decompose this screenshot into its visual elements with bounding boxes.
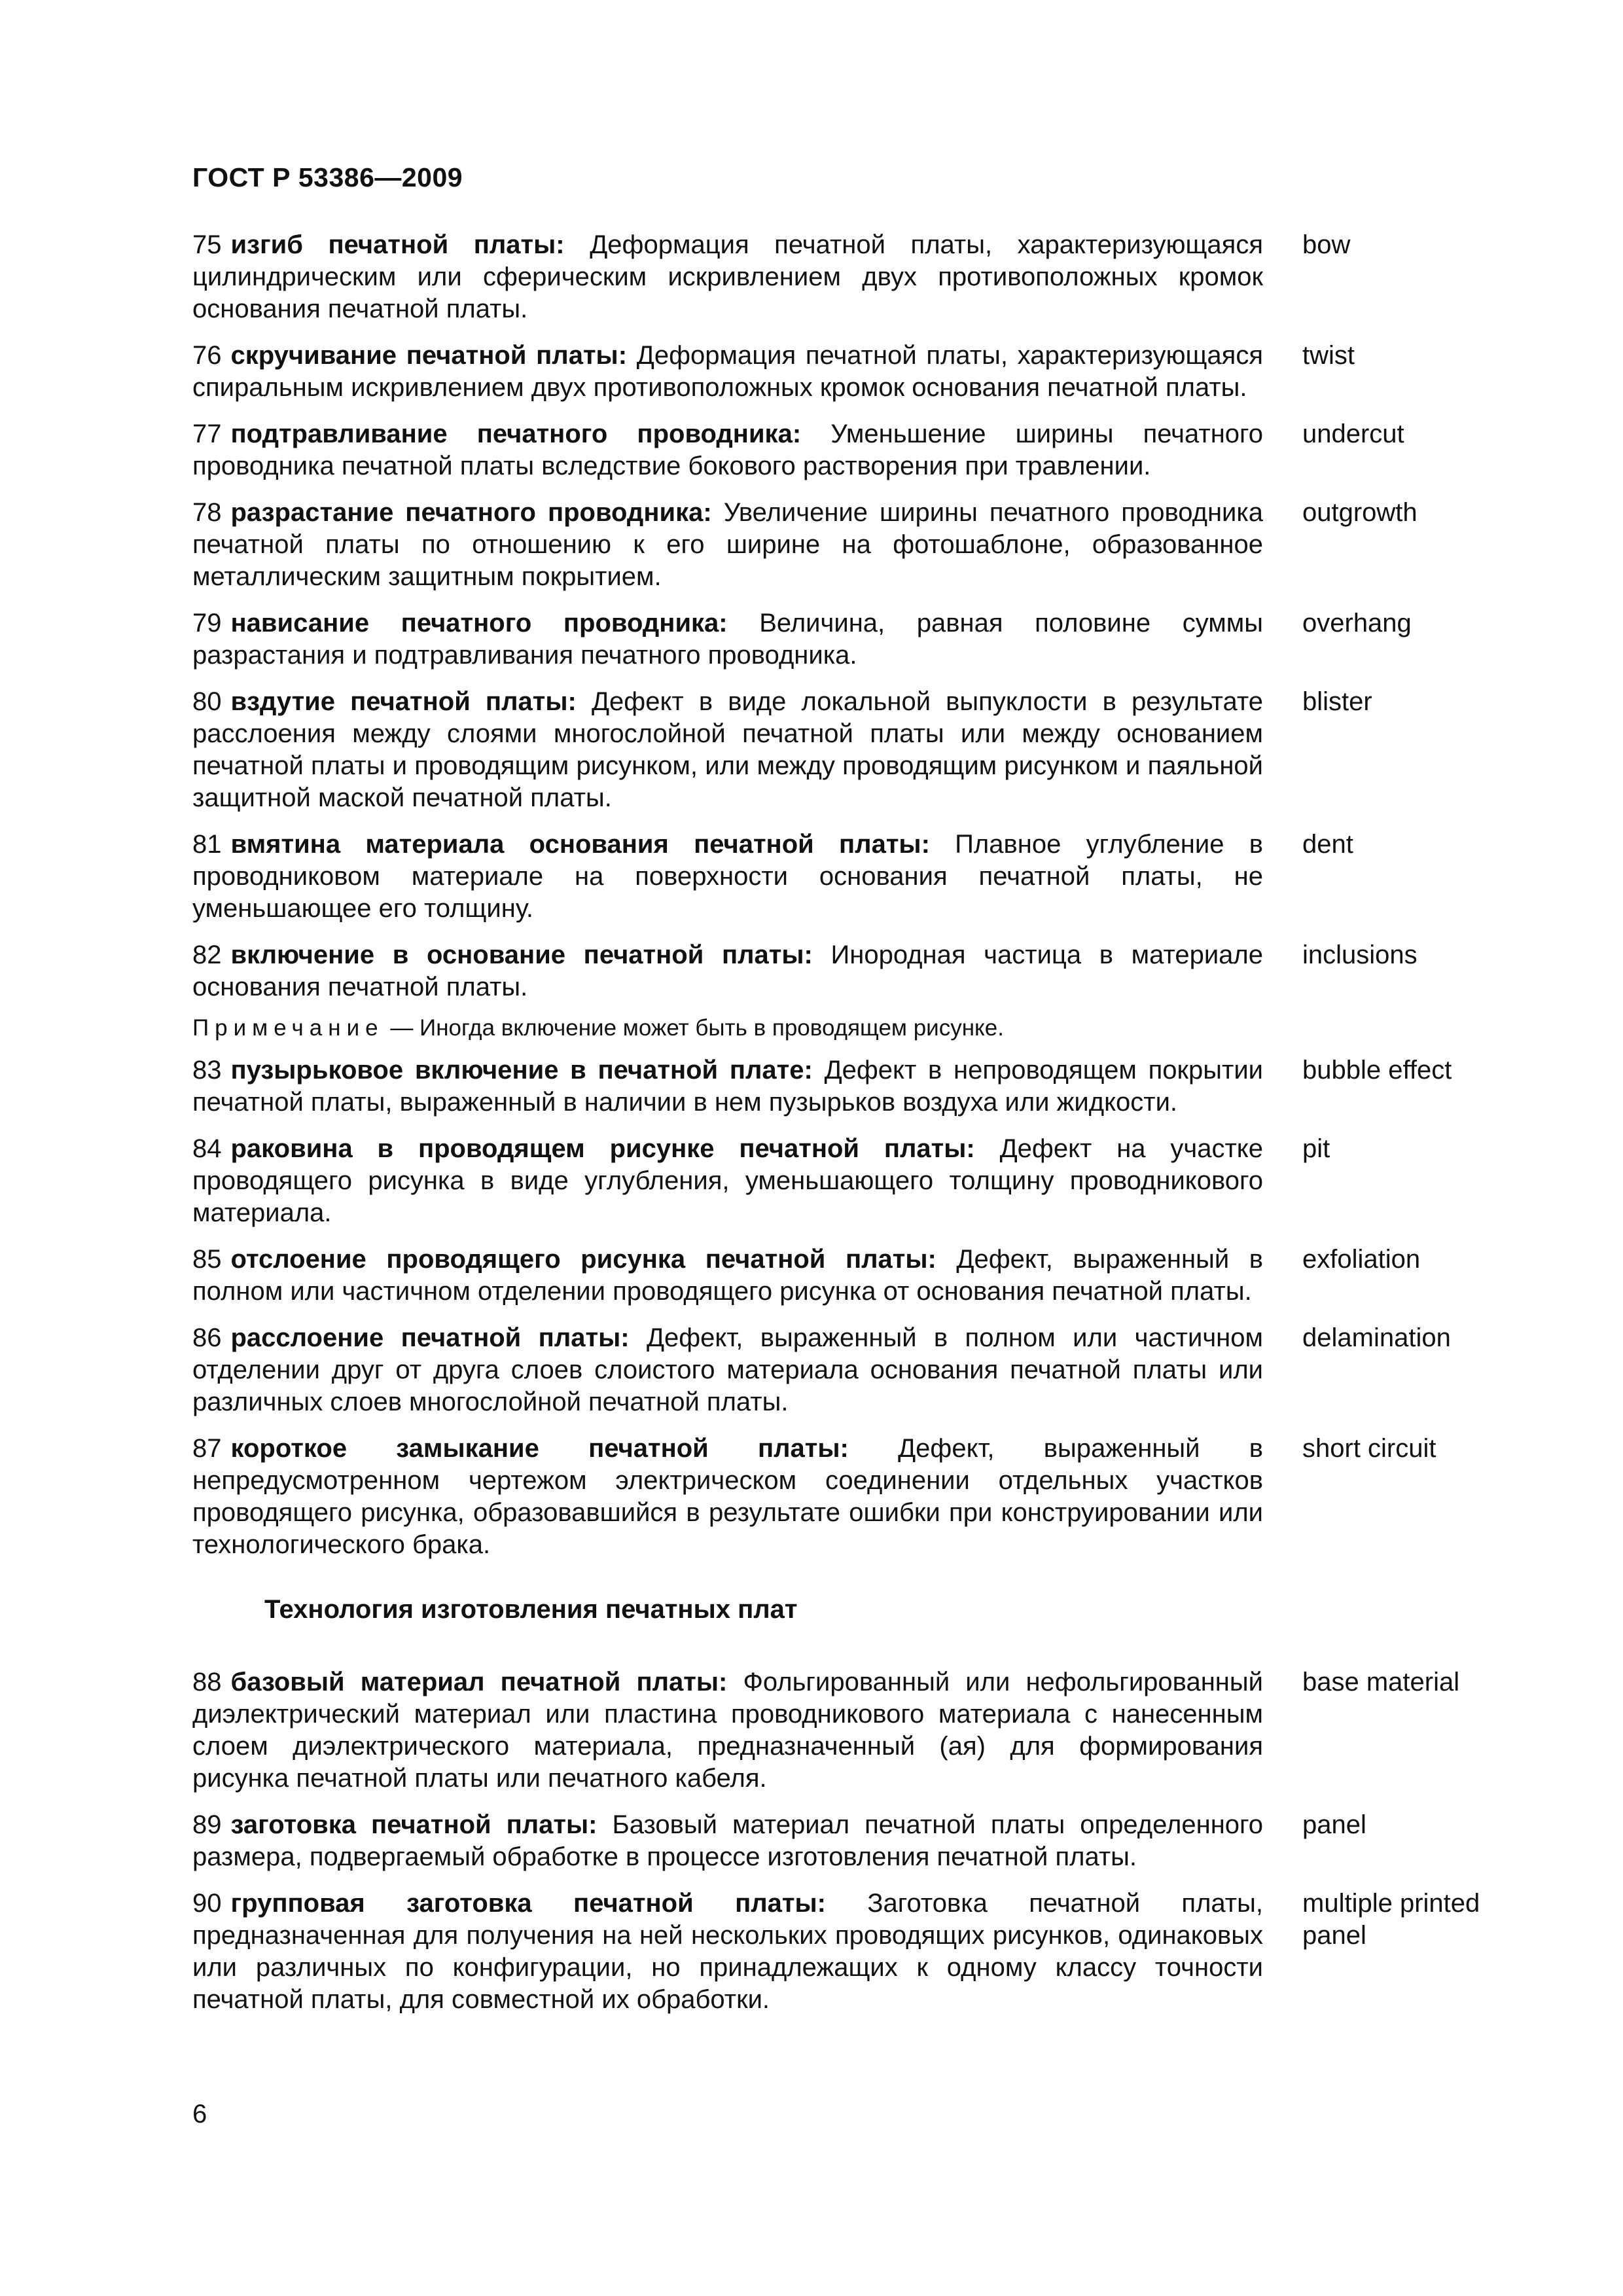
note-text: — Иногда включение может быть в проводящем рисунке. bbox=[383, 1015, 1004, 1041]
term-number: 78 bbox=[192, 498, 222, 527]
term-number: 79 bbox=[192, 609, 222, 637]
english-equivalent: twist bbox=[1302, 341, 1355, 370]
term-definition-block bbox=[192, 607, 1263, 672]
term-name: базовый материал печатной платы: bbox=[230, 1668, 728, 1696]
term-definition: Величина, равная половине суммы разрастания и подтравливания печатного проводника. bbox=[192, 609, 1263, 670]
term-definition-block bbox=[192, 829, 1263, 925]
term-name: включение в основание печатной платы: bbox=[230, 941, 813, 969]
term-entry bbox=[192, 1244, 1521, 1308]
term-number: 85 bbox=[192, 1245, 222, 1274]
term-entry bbox=[192, 686, 1521, 814]
term-entry bbox=[192, 1809, 1521, 1873]
term-entry bbox=[192, 229, 1521, 325]
term-definition: Инородная частица в материале основания печатной платы. bbox=[192, 941, 1263, 1001]
term-definition: Дефект, выраженный в полном или частичном отделении проводящего рисунка от основания печатной платы. bbox=[192, 1245, 1264, 1306]
note-label: Примечание bbox=[192, 1015, 384, 1041]
term-definition-block bbox=[192, 686, 1263, 814]
english-equivalent: base material bbox=[1302, 1668, 1460, 1696]
term-name: отслоение проводящего рисунка печатной платы: bbox=[230, 1245, 936, 1274]
english-equivalent: short circuit bbox=[1302, 1434, 1436, 1463]
term-entry bbox=[192, 1322, 1521, 1418]
term-definition: Заготовка печатной платы, предназначенная для получения на ней нескольких проводящих рисунков, одинаковых или различных по конфигурации, но принадлежащих к одному классу точности печатной платы, для совместной их обработки. bbox=[192, 1889, 1263, 2014]
term-number: 86 bbox=[192, 1323, 222, 1352]
term-group-defects-continued bbox=[192, 1054, 1521, 1561]
section-title: Технология изготовления печатных плат bbox=[264, 1595, 798, 1624]
term-entry bbox=[192, 939, 1521, 1003]
term-name: вмятина материала основания печатной платы: bbox=[230, 830, 930, 859]
term-name: групповая заготовка печатной платы: bbox=[230, 1889, 826, 1918]
term-definition: Фольгированный или нефольгированный диэлектрический материал или пластина проводникового материала с нанесенным слоем диэлектрического материала, предназначенный (ая) для формирования рисунка печатной платы или печатного кабеля. bbox=[192, 1668, 1263, 1793]
term-entry bbox=[192, 418, 1521, 482]
term-name: подтравливание печатного проводника: bbox=[230, 420, 802, 448]
term-number: 83 bbox=[192, 1056, 222, 1085]
english-equivalent: dent bbox=[1302, 830, 1353, 859]
english-equivalent: outgrowth bbox=[1302, 498, 1418, 527]
english-equivalent: overhang bbox=[1302, 609, 1412, 637]
term-entry bbox=[192, 497, 1521, 593]
english-equivalent: panel bbox=[1302, 1810, 1366, 1839]
term-entry bbox=[192, 340, 1521, 404]
term-definition-block bbox=[192, 229, 1263, 325]
term-definition: Дефект, выраженный в полном или частичном отделении друг от друга слоев слоистого материала основания печатной платы или различных слоев многослойной печатной платы. bbox=[192, 1323, 1263, 1416]
english-equivalent: inclusions bbox=[1302, 941, 1418, 969]
term-number: 88 bbox=[192, 1668, 222, 1696]
term-definition: Деформация печатной платы, характеризующаяся спиральным искривлением двух противоположных кромок основания печатной платы. bbox=[192, 341, 1263, 402]
term-definition-block bbox=[192, 1809, 1263, 1873]
term-entry bbox=[192, 1133, 1521, 1229]
term-group-defects bbox=[192, 229, 1521, 1003]
term-number: 76 bbox=[192, 341, 222, 370]
term-entry bbox=[192, 1888, 1521, 2016]
english-equivalent: delamination bbox=[1302, 1323, 1451, 1352]
standard-header: ГОСТ Р 53386—2009 bbox=[192, 162, 463, 192]
term-group-technology bbox=[192, 1666, 1521, 2016]
term-number: 87 bbox=[192, 1434, 222, 1463]
term-name: изгиб печатной платы: bbox=[230, 230, 565, 259]
english-equivalent: undercut bbox=[1302, 420, 1404, 448]
term-definition-block bbox=[192, 418, 1263, 482]
term-definition: Дефект в виде локальной выпуклости в результате расслоения между слоями многослойной печатной платы или между основанием печатной платы и проводящим рисунком, или между проводящим рисунком и паяльной защитной маской печатной платы. bbox=[192, 687, 1264, 812]
english-equivalent: bubble effect bbox=[1302, 1056, 1452, 1085]
term-name: вздутие печатной платы: bbox=[230, 687, 577, 716]
term-entry bbox=[192, 829, 1521, 925]
term-number: 77 bbox=[192, 420, 222, 448]
english-equivalent: multiple printed panel bbox=[1302, 1889, 1480, 1950]
term-entry bbox=[192, 1433, 1521, 1561]
english-equivalent: blister bbox=[1302, 687, 1372, 716]
term-definition-block bbox=[192, 1133, 1263, 1229]
page-number: 6 bbox=[192, 2100, 207, 2128]
terms-content bbox=[192, 229, 1521, 2030]
term-number: 81 bbox=[192, 830, 222, 859]
note bbox=[192, 1014, 1521, 1043]
term-definition: Уменьшение ширины печатного проводника печатной платы вследствие бокового растворения при травлении. bbox=[192, 420, 1264, 480]
term-entry bbox=[192, 607, 1521, 672]
term-name: расслоение печатной платы: bbox=[230, 1323, 630, 1352]
english-equivalent: exfoliation bbox=[1302, 1245, 1421, 1274]
english-equivalent: bow bbox=[1302, 230, 1351, 259]
term-number: 82 bbox=[192, 941, 222, 969]
term-name: раковина в проводящем рисунке печатной платы: bbox=[230, 1134, 975, 1163]
term-number: 89 bbox=[192, 1810, 222, 1839]
term-definition-block bbox=[192, 340, 1263, 404]
term-definition: Базовый материал печатной платы определенного размера, подвергаемый обработке в процессе изготовления печатной платы. bbox=[192, 1810, 1263, 1871]
term-definition: Дефект на участке проводящего рисунка в виде углубления, уменьшающего толщину проводникового материала. bbox=[192, 1134, 1263, 1227]
term-name: разрастание печатного проводника: bbox=[230, 498, 712, 527]
term-definition-block bbox=[192, 1888, 1263, 2016]
term-number: 84 bbox=[192, 1134, 222, 1163]
term-definition: Дефект в непроводящем покрытии печатной платы, выраженный в наличии в нем пузырьков воздуха или жидкости. bbox=[192, 1056, 1264, 1117]
term-name: заготовка печатной платы: bbox=[230, 1810, 597, 1839]
term-name: скручивание печатной платы: bbox=[230, 341, 628, 370]
term-definition-block bbox=[192, 1322, 1263, 1418]
term-number: 75 bbox=[192, 230, 222, 259]
term-name: пузырьковое включение в печатной плате: bbox=[230, 1056, 813, 1085]
term-definition: Дефект, выраженный в непредусмотренном чертежом электрическом соединении отдельных участков проводящего рисунка, образовавшийся в результате ошибки при конструировании или технологического брака. bbox=[192, 1434, 1263, 1559]
term-definition-block bbox=[192, 497, 1263, 593]
term-definition: Плавное углубление в проводниковом материале на поверхности основания печатной платы, не уменьшающее его толщину. bbox=[192, 830, 1263, 923]
term-number: 80 bbox=[192, 687, 222, 716]
english-equivalent: pit bbox=[1302, 1134, 1330, 1163]
term-name: короткое замыкание печатной платы: bbox=[230, 1434, 849, 1463]
term-definition-block bbox=[192, 1666, 1263, 1795]
term-entry bbox=[192, 1054, 1521, 1119]
term-definition-block bbox=[192, 1244, 1263, 1308]
term-definition-block bbox=[192, 1054, 1263, 1119]
term-definition: Увеличение ширины печатного проводника печатной платы по отношению к его ширине на фотошаблоне, образованное металлическим защитным покрытием. bbox=[192, 498, 1264, 591]
term-number: 90 bbox=[192, 1889, 222, 1918]
term-definition-block bbox=[192, 1433, 1263, 1561]
term-entry bbox=[192, 1666, 1521, 1795]
term-name: нависание печатного проводника: bbox=[230, 609, 728, 637]
term-definition-block bbox=[192, 939, 1263, 1003]
term-definition: Деформация печатной платы, характеризующаяся цилиндрическим или сферическим искривлением двух противоположных кромок основания печатной платы. bbox=[192, 230, 1263, 323]
